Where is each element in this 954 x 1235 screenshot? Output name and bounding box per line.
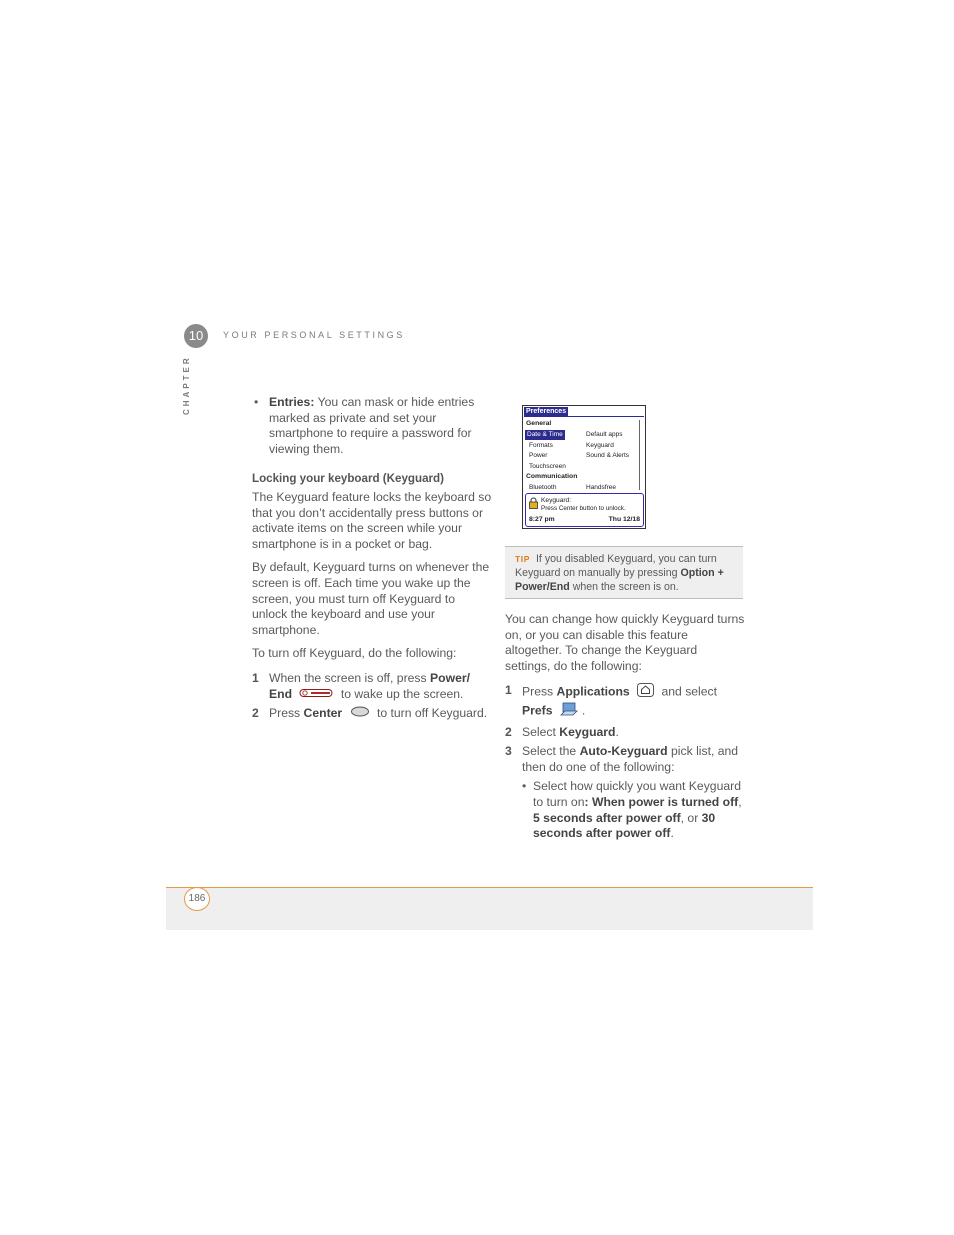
entries-bullet bbox=[252, 395, 492, 457]
para-change-keyguard: You can change how quickly Keyguard turns on, or you can disable this feature altogether. To change the Keyguard settings, do the following: bbox=[505, 612, 745, 673]
screen-item-date-time: Date & Time bbox=[525, 430, 565, 440]
para-keyguard-intro: The Keyguard feature locks the keyboard so that you don’t accidentally press buttons or activate items on the screen while your smartphone is in a pocket or bag. bbox=[252, 489, 492, 551]
step-text: Press bbox=[269, 706, 301, 721]
separator: , bbox=[738, 794, 742, 809]
center-button-icon bbox=[350, 706, 370, 722]
step-bold: Keyguard bbox=[559, 724, 616, 739]
step-number: 1 bbox=[505, 683, 512, 698]
separator: , or bbox=[680, 810, 699, 825]
step-bold: Center bbox=[303, 706, 343, 721]
right-column bbox=[505, 612, 745, 842]
screen-section-communication: Communication bbox=[526, 473, 578, 480]
step-1 bbox=[505, 683, 745, 720]
step-number: 3 bbox=[505, 744, 512, 759]
sub-bullet-text: Select how quickly you want Keyguard to turn on bbox=[533, 779, 741, 809]
preferences-screen-image bbox=[522, 405, 646, 529]
step-1 bbox=[252, 671, 492, 702]
footer-band bbox=[166, 887, 813, 930]
screen-item-handsfree: Handsfree bbox=[586, 484, 616, 491]
step-text-end: to turn off Keyguard. bbox=[376, 706, 488, 721]
step-text-end: . bbox=[581, 703, 586, 718]
step-2 bbox=[252, 706, 492, 722]
step-bold: Auto-Keyguard bbox=[579, 744, 668, 759]
left-column bbox=[252, 395, 492, 722]
step-text-end: pick list, and then do one of the following: bbox=[522, 744, 739, 774]
screen-item-formats: Formats bbox=[529, 442, 553, 449]
power-end-button-icon bbox=[299, 687, 333, 703]
option-when-power-off: : When power is turned off bbox=[584, 794, 739, 809]
screen-item-keyguard: Keyguard bbox=[586, 442, 614, 449]
running-title: YOUR PERSONAL SETTINGS bbox=[223, 330, 405, 340]
tip-text bbox=[515, 552, 737, 594]
sub-bullet-end: . bbox=[670, 826, 674, 841]
step-text: Press bbox=[522, 684, 554, 699]
step-number: 2 bbox=[505, 724, 512, 739]
section-heading: Locking your keyboard (Keyguard) bbox=[252, 472, 444, 486]
screen-item-default-apps: Default apps bbox=[586, 431, 623, 438]
chapter-label: CHAPTER bbox=[182, 355, 191, 415]
tip-label: TIP bbox=[515, 554, 531, 564]
keyguard-dialog bbox=[525, 493, 644, 527]
step-text-mid: and select bbox=[661, 684, 718, 699]
screen-title-rule bbox=[524, 416, 644, 417]
entries-text: You can mask or hide entries marked as private and set your smartphone to require a password for viewing them. bbox=[269, 395, 475, 456]
step-text: Select bbox=[522, 724, 556, 739]
screen-time: 8:27 pm bbox=[529, 516, 555, 523]
chapter-number-badge: 10 bbox=[184, 324, 208, 348]
screen-title: Preferences bbox=[526, 408, 567, 415]
screen-section-general: General bbox=[526, 420, 552, 427]
tip-post: when the screen is on. bbox=[572, 581, 679, 593]
para-keyguard-default: By default, Keyguard turns on whenever the screen is off. Each time you wake up the screen, you must turn off Keyguard to unlock the keyboard and use your smartphone. bbox=[252, 560, 490, 637]
step-number: 2 bbox=[252, 706, 259, 721]
tip-pre: If you disabled Keyguard, you can turn Keyguard on manually by pressing bbox=[515, 553, 717, 579]
step-text-end: . bbox=[615, 724, 619, 739]
page-number: 186 bbox=[184, 887, 210, 911]
screen-scrollbar bbox=[639, 420, 643, 490]
step-text: Select the bbox=[522, 744, 577, 759]
option-5-seconds: 5 seconds after power off bbox=[533, 810, 681, 825]
lock-icon bbox=[529, 497, 538, 509]
step-bold-2: Prefs bbox=[522, 703, 553, 718]
keyguard-dialog-message: Press Center button to unlock. bbox=[541, 505, 626, 512]
tip-box bbox=[505, 546, 743, 599]
step-number: 1 bbox=[252, 670, 259, 685]
keyguard-dialog-title: Keyguard: bbox=[541, 497, 572, 504]
screen-date: Thu 12/18 bbox=[608, 516, 640, 523]
screen-item-power: Power bbox=[529, 452, 548, 459]
step-3 bbox=[505, 744, 745, 775]
sub-bullet-options bbox=[505, 779, 745, 841]
para-turn-off-intro: To turn off Keyguard, do the following: bbox=[252, 646, 457, 661]
step-text-end: to wake up the screen. bbox=[340, 686, 464, 701]
screen-item-touchscreen: Touchscreen bbox=[529, 463, 566, 470]
option-30-seconds: 30 seconds after power off bbox=[533, 810, 716, 841]
screen-item-sound-alerts: Sound & Alerts bbox=[586, 452, 629, 459]
step-bold: Power/ End bbox=[269, 670, 470, 701]
step-text: When the screen is off, press bbox=[269, 670, 427, 685]
applications-button-icon bbox=[637, 683, 654, 702]
step-bold: Applications bbox=[556, 684, 630, 699]
screen-item-bluetooth: Bluetooth bbox=[529, 484, 557, 491]
prefs-app-icon bbox=[560, 702, 578, 721]
entries-term: Entries: bbox=[269, 395, 315, 409]
tip-bold: Option + Power/End bbox=[515, 567, 724, 593]
step-2 bbox=[505, 725, 745, 741]
